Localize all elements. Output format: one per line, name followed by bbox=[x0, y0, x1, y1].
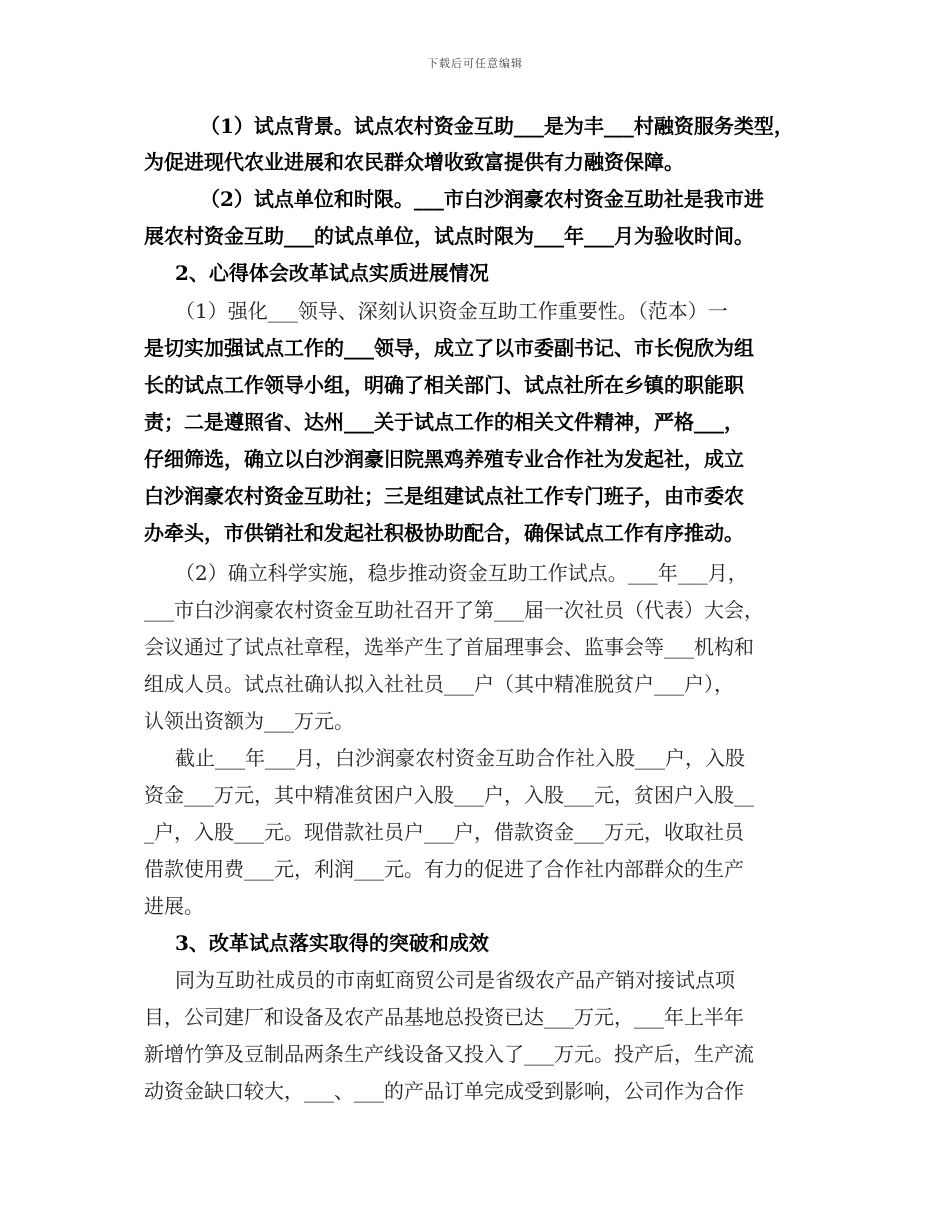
paragraph-line: 借款使用费___元，利润___元。有力的促进了合作社内部群众的生产 bbox=[144, 857, 744, 881]
paragraph-line: ___市白沙润豪农村资金互助社召开了第___届一次社员（代表）大会， bbox=[144, 598, 764, 622]
paragraph-line: 白沙润豪农村资金互助社；三是组建试点社工作专门班子，由市委农 bbox=[144, 484, 744, 508]
paragraph-line: 责；二是遵照省、达州___关于试点工作的相关文件精神，严格___， bbox=[144, 410, 744, 434]
page-header: 下载后可任意编辑 bbox=[427, 57, 523, 70]
paragraph-line: 仔细筛选，确立以白沙润豪旧院黑鸡养殖专业合作社为发起社，成立 bbox=[144, 447, 744, 471]
paragraph-line: 截止___年___月，白沙润豪农村资金互助合作社入股___户，入股 bbox=[175, 746, 745, 770]
paragraph-line: 为促进现代农业进展和农民群众增收致富提供有力融资保障。 bbox=[144, 150, 684, 174]
paragraph-line: 认领出资额为___万元。 bbox=[144, 709, 354, 733]
paragraph-line: 动资金缺口较大，___、___的产品订单完成受到影响，公司作为合作 bbox=[144, 1079, 744, 1103]
paragraph-line: （2）试点单位和时限。___市白沙润豪农村资金互助社是我市进 bbox=[200, 187, 764, 211]
paragraph-line: （2）确立科学实施，稳步推动资金互助工作试点。___年___月， bbox=[175, 561, 748, 585]
paragraph-line: 展农村资金互助___的试点单位，试点时限为___年___月为验收时间。 bbox=[144, 224, 754, 248]
section-heading: 2、心得体会改革试点实质进展情况 bbox=[175, 261, 489, 285]
paragraph-line: 进展。 bbox=[144, 894, 204, 918]
section-heading: 3、改革试点落实取得的突破和成效 bbox=[175, 931, 489, 955]
paragraph-line: 会议通过了试点社章程，选举产生了首届理事会、监事会等___机构和 bbox=[144, 635, 754, 659]
paragraph-line: 新增竹笋及豆制品两条生产线设备又投入了___万元。投产后，生产流 bbox=[144, 1042, 754, 1066]
paragraph-line: 目，公司建厂和设备及农产品基地总投资已达___万元，___年上半年 bbox=[144, 1005, 744, 1029]
paragraph-line: _户，入股___元。现借款社员户___户，借款资金___万元，收取社员 bbox=[144, 820, 744, 844]
paragraph-line: 长的试点工作领导小组，明确了相关部门、试点社所在乡镇的职能职 bbox=[144, 373, 744, 397]
paragraph-line: 同为互助社成员的市南虹商贸公司是省级农产品产销对接试点项 bbox=[175, 968, 735, 992]
paragraph-line: 资金___万元，其中精准贫困户入股___户，入股___元，贫困户入股__ bbox=[144, 783, 754, 807]
paragraph-line: （1）试点背景。试点农村资金互助___是为丰___村融资服务类型， bbox=[200, 114, 794, 138]
paragraph-line: 组成人员。试点社确认拟入社社员___户（其中精准脱贫户___户）， bbox=[144, 672, 734, 696]
paragraph-line: 是切实加强试点工作的___领导，成立了以市委副书记、市长倪欣为组 bbox=[144, 336, 754, 360]
paragraph-line: 办牵头，市供销社和发起社积极协助配合，确保试点工作有序推动。 bbox=[144, 521, 744, 545]
paragraph-line: （1）强化___领导、深刻认识资金互助工作重要性。（范本）一 bbox=[175, 299, 728, 323]
